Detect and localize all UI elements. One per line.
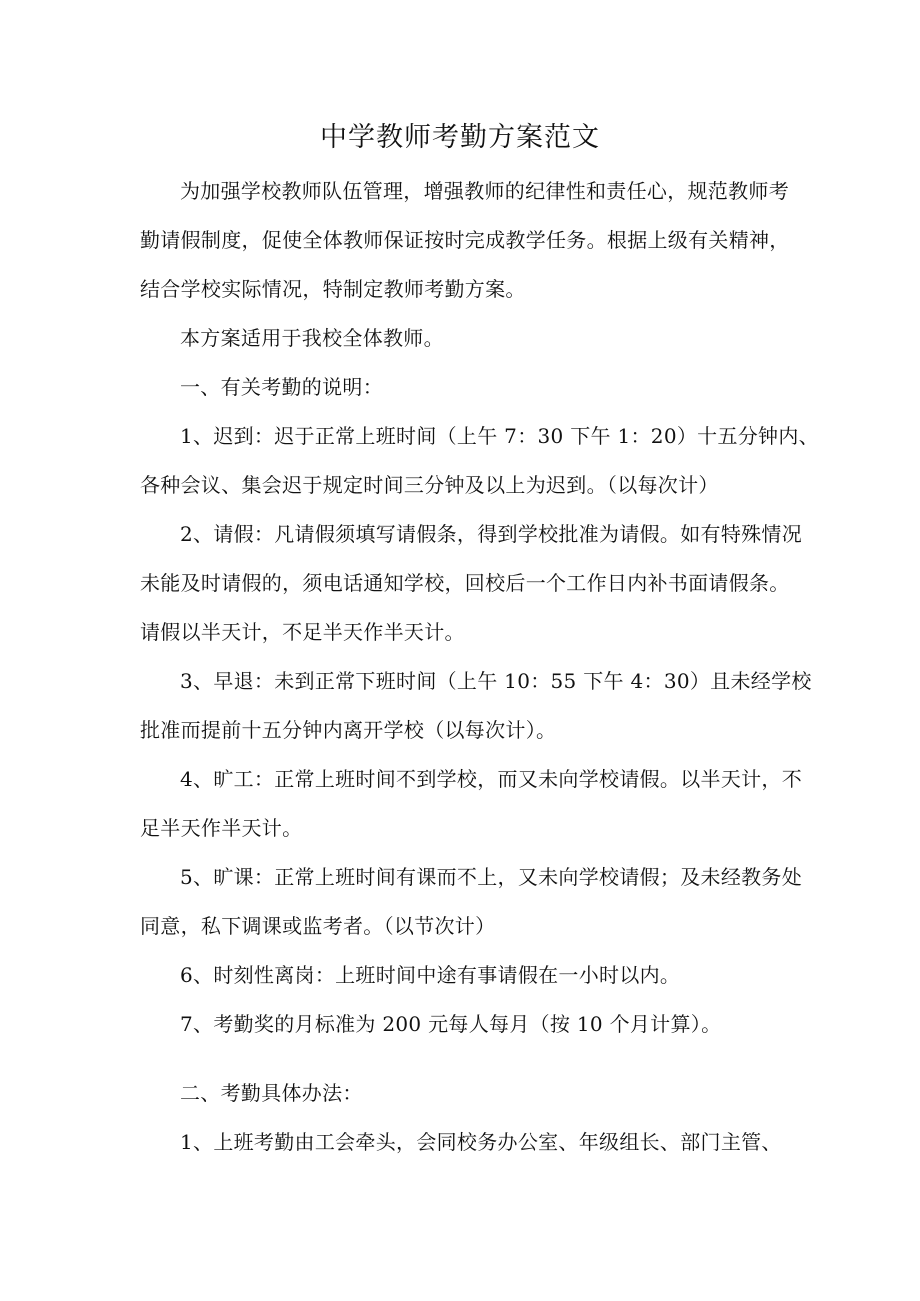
paragraph-line: 1、上班考勤由工会牵头，会同校务办公室、年级组长、部门主管、	[180, 1130, 782, 1154]
section-heading: 一、有关考勤的说明：	[180, 375, 383, 399]
paragraph-line: 2、请假：凡请假须填写请假条，得到学校批准为请假。如有特殊情况	[180, 522, 803, 546]
paragraph-line: 6、时刻性离岗：上班时间中途有事请假在一小时以内。	[180, 963, 681, 987]
section-heading: 二、考勤具体办法：	[180, 1081, 363, 1105]
paragraph-line: 同意，私下调课或监考者。（以节次计）	[140, 914, 496, 938]
paragraph-line: 为加强学校教师队伍管理，增强教师的纪律性和责任心，规范教师考	[180, 179, 789, 203]
paragraph-line: 请假以半天计，不足半天作半天计。	[140, 620, 465, 644]
paragraph-line: 1、迟到：迟于正常上班时间（上午 7：30 下午 1：20）十五分钟内、	[180, 424, 819, 448]
paragraph-line: 各种会议、集会迟于规定时间三分钟及以上为迟到。（以每次计）	[140, 473, 719, 497]
paragraph-line: 4、旷工：正常上班时间不到学校，而又未向学校请假。以半天计，不	[180, 767, 803, 791]
paragraph-line: 3、早退：未到正常下班时间（上午 10：55 下午 4：30）且未经学校	[180, 669, 812, 693]
paragraph-line: 本方案适用于我校全体教师。	[180, 326, 444, 350]
paragraph-line: 足半天作半天计。	[140, 816, 303, 840]
paragraph-line: 7、考勤奖的月标准为 200 元每人每月（按 10 个月计算）。	[180, 1012, 722, 1036]
document-title: 中学教师考勤方案范文	[320, 122, 600, 153]
paragraph-line: 批准而提前十五分钟内离开学校（以每次计）。	[140, 718, 557, 742]
paragraph-line: 勤请假制度，促使全体教师保证按时完成教学任务。根据上级有关精神，	[140, 228, 790, 252]
paragraph-line: 结合学校实际情况，特制定教师考勤方案。	[140, 277, 526, 301]
paragraph-line: 5、旷课：正常上班时间有课而不上，又未向学校请假；及未经教务处	[180, 865, 803, 889]
paragraph-line: 未能及时请假的，须电话通知学校，回校后一个工作日内补书面请假条。	[140, 571, 790, 595]
